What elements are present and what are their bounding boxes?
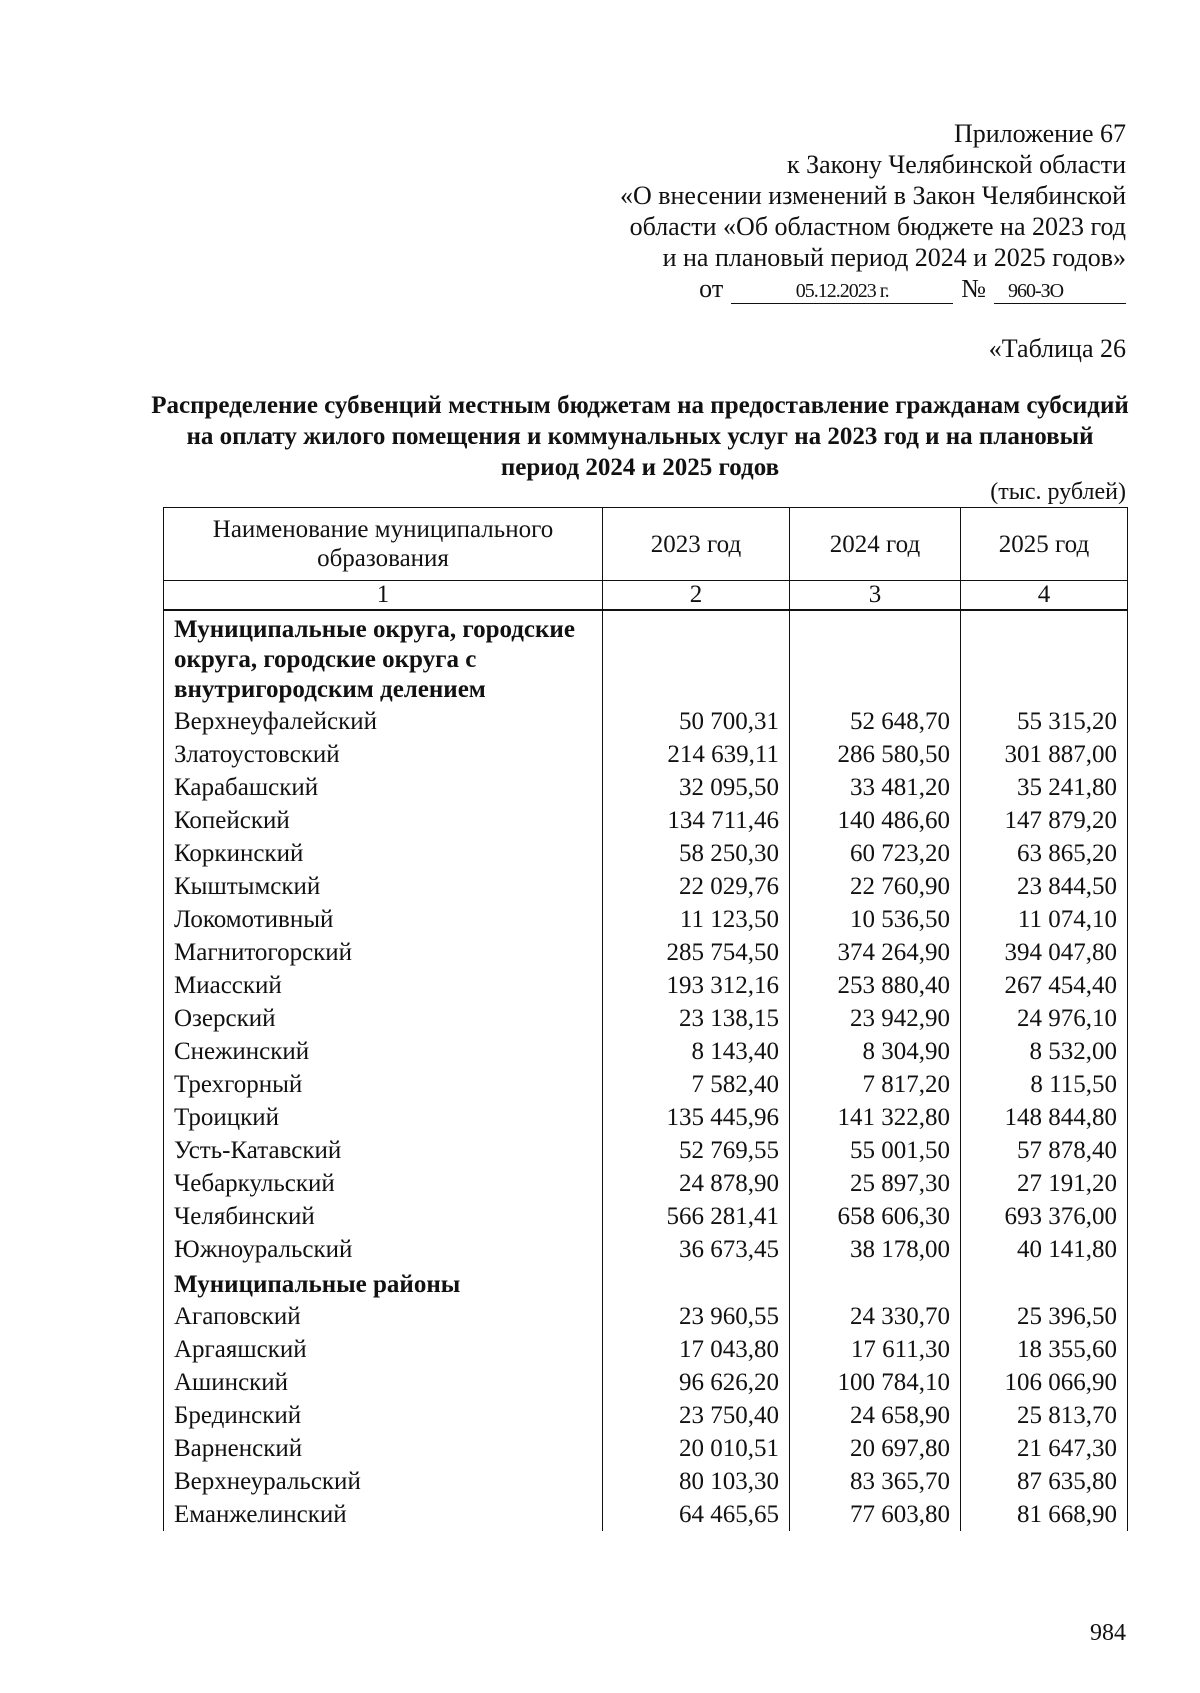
- from-label: от: [699, 274, 724, 303]
- value-2023: 23 750,40: [603, 1399, 790, 1432]
- municipality-name: Верхнеуфалейский: [164, 705, 603, 738]
- table-row: [164, 1002, 1128, 1035]
- appendix-line: к Закону Челябинской области: [786, 150, 1126, 179]
- table-row: [164, 837, 1128, 870]
- table-row: [164, 705, 1128, 738]
- table-row: [164, 771, 1128, 804]
- table-row: [164, 1233, 1128, 1266]
- municipality-name: Агаповский: [164, 1300, 603, 1333]
- table-row: [164, 870, 1128, 903]
- municipality-name: Ашинский: [164, 1366, 603, 1399]
- table-row: [164, 1333, 1128, 1366]
- value-2025: 27 191,20: [961, 1167, 1128, 1200]
- value-2024: 60 723,20: [790, 837, 961, 870]
- table-row: [164, 1200, 1128, 1233]
- value-2024: 24 658,90: [790, 1399, 961, 1432]
- value-2025: 87 635,80: [961, 1465, 1128, 1498]
- table-row: [164, 903, 1128, 936]
- value-2023: 566 281,41: [603, 1200, 790, 1233]
- column-header-2025: 2025 год: [961, 508, 1128, 581]
- value-2024: 77 603,80: [790, 1498, 961, 1531]
- table-row: [164, 1134, 1128, 1167]
- table-row: [164, 1068, 1128, 1101]
- value-2024: 141 322,80: [790, 1101, 961, 1134]
- column-number: 1: [164, 581, 603, 611]
- municipality-name: Верхнеуральский: [164, 1465, 603, 1498]
- law-date-number-line: [620, 273, 1126, 304]
- empty-cell: [961, 610, 1128, 705]
- value-2025: 693 376,00: [961, 1200, 1128, 1233]
- value-2025: 40 141,80: [961, 1233, 1128, 1266]
- value-2023: 135 445,96: [603, 1101, 790, 1134]
- value-2023: 23 960,55: [603, 1300, 790, 1333]
- subvention-table: [163, 507, 1128, 1531]
- value-2025: 301 887,00: [961, 738, 1128, 771]
- section-title: Муниципальные округа, городские округа, городские округа с внутригородским делением: [164, 610, 603, 705]
- municipality-name: Чебаркульский: [164, 1167, 603, 1200]
- value-2023: 23 138,15: [603, 1002, 790, 1035]
- value-2023: 22 029,76: [603, 870, 790, 903]
- value-2024: 38 178,00: [790, 1233, 961, 1266]
- value-2024: 100 784,10: [790, 1366, 961, 1399]
- value-2023: 193 312,16: [603, 969, 790, 1002]
- value-2025: 25 813,70: [961, 1399, 1128, 1432]
- municipality-name: Магнитогорский: [164, 936, 603, 969]
- value-2025: 35 241,80: [961, 771, 1128, 804]
- municipality-name: Копейский: [164, 804, 603, 837]
- municipality-name: Усть-Катавский: [164, 1134, 603, 1167]
- column-header-2023: 2023 год: [603, 508, 790, 581]
- value-2025: 8 532,00: [961, 1035, 1128, 1068]
- empty-cell: [790, 1266, 961, 1300]
- value-2023: 20 010,51: [603, 1432, 790, 1465]
- municipality-name: Миасский: [164, 969, 603, 1002]
- table-row: [164, 936, 1128, 969]
- table-row: [164, 1432, 1128, 1465]
- value-2025: 18 355,60: [961, 1333, 1128, 1366]
- value-2023: 7 582,40: [603, 1068, 790, 1101]
- column-header-name: Наименование муниципального образования: [164, 508, 603, 581]
- value-2023: 80 103,30: [603, 1465, 790, 1498]
- value-2024: 25 897,30: [790, 1167, 961, 1200]
- appendix-line: и на плановый период 2024 и 2025 годов»: [662, 243, 1126, 272]
- section-header-row: [164, 610, 1128, 705]
- table-row: [164, 738, 1128, 771]
- value-2024: 83 365,70: [790, 1465, 961, 1498]
- municipality-name: Челябинский: [164, 1200, 603, 1233]
- value-2025: 8 115,50: [961, 1068, 1128, 1101]
- table-row: [164, 1498, 1128, 1531]
- column-number-row: [164, 581, 1128, 611]
- number-label: №: [961, 274, 986, 303]
- municipality-name: Брединский: [164, 1399, 603, 1432]
- law-date: 05.12.2023 г.: [731, 279, 953, 304]
- municipality-name: Трехгорный: [164, 1068, 603, 1101]
- value-2024: 7 817,20: [790, 1068, 961, 1101]
- table-row: [164, 1465, 1128, 1498]
- municipality-name: Озерский: [164, 1002, 603, 1035]
- municipality-name: Варненский: [164, 1432, 603, 1465]
- value-2025: 23 844,50: [961, 870, 1128, 903]
- table-row: [164, 804, 1128, 837]
- value-2024: 658 606,30: [790, 1200, 961, 1233]
- value-2024: 17 611,30: [790, 1333, 961, 1366]
- page-number: 984: [1090, 1620, 1126, 1646]
- appendix-line: области «Об областном бюджете на 2023 год: [629, 212, 1126, 241]
- value-2024: 8 304,90: [790, 1035, 961, 1068]
- column-number: 3: [790, 581, 961, 611]
- municipality-name: Кыштымский: [164, 870, 603, 903]
- municipality-name: Троицкий: [164, 1101, 603, 1134]
- value-2023: 96 626,20: [603, 1366, 790, 1399]
- value-2024: 24 330,70: [790, 1300, 961, 1333]
- value-2023: 134 711,46: [603, 804, 790, 837]
- section-header-row: [164, 1266, 1128, 1300]
- table-row: [164, 1035, 1128, 1068]
- value-2025: 21 647,30: [961, 1432, 1128, 1465]
- value-2024: 22 760,90: [790, 870, 961, 903]
- value-2025: 63 865,20: [961, 837, 1128, 870]
- municipality-name: Коркинский: [164, 837, 603, 870]
- empty-cell: [790, 610, 961, 705]
- value-2024: 253 880,40: [790, 969, 961, 1002]
- value-2025: 81 668,90: [961, 1498, 1128, 1531]
- value-2024: 374 264,90: [790, 936, 961, 969]
- value-2024: 10 536,50: [790, 903, 961, 936]
- value-2023: 52 769,55: [603, 1134, 790, 1167]
- value-2023: 58 250,30: [603, 837, 790, 870]
- column-number: 4: [961, 581, 1128, 611]
- column-number: 2: [603, 581, 790, 611]
- value-2023: 50 700,31: [603, 705, 790, 738]
- section-title: Муниципальные районы: [164, 1266, 603, 1300]
- value-2023: 24 878,90: [603, 1167, 790, 1200]
- value-2023: 8 143,40: [603, 1035, 790, 1068]
- value-2025: 24 976,10: [961, 1002, 1128, 1035]
- table-body: [164, 610, 1128, 1531]
- table-row: [164, 1366, 1128, 1399]
- value-2023: 214 639,11: [603, 738, 790, 771]
- value-2025: 148 844,80: [961, 1101, 1128, 1134]
- value-2024: 33 481,20: [790, 771, 961, 804]
- value-2024: 55 001,50: [790, 1134, 961, 1167]
- value-2023: 11 123,50: [603, 903, 790, 936]
- value-2024: 286 580,50: [790, 738, 961, 771]
- value-2025: 147 879,20: [961, 804, 1128, 837]
- appendix-line: «О внесении изменений в Закон Челябинской: [619, 181, 1126, 210]
- value-2024: 23 942,90: [790, 1002, 961, 1035]
- law-number: 960-ЗО: [994, 279, 1126, 304]
- table-row: [164, 1399, 1128, 1432]
- value-2025: 25 396,50: [961, 1300, 1128, 1333]
- table-row: [164, 1300, 1128, 1333]
- value-2025: 267 454,40: [961, 969, 1128, 1002]
- value-2023: 32 095,50: [603, 771, 790, 804]
- municipality-name: Аргаяшский: [164, 1333, 603, 1366]
- value-2025: 11 074,10: [961, 903, 1128, 936]
- municipality-name: Локомотивный: [164, 903, 603, 936]
- value-2023: 64 465,65: [603, 1498, 790, 1531]
- value-2025: 106 066,90: [961, 1366, 1128, 1399]
- document-title: Распределение субвенций местным бюджетам на предоставление гражданам субсидий на оплату жилого помещения и коммунальных услуг на 2023 год и на плановый период 2024 и 2025 годов: [151, 392, 1129, 481]
- column-header-2024: 2024 год: [790, 508, 961, 581]
- units-label: (тыс. рублей): [990, 479, 1126, 505]
- table-label: «Таблица 26: [988, 334, 1126, 363]
- appendix-header: [620, 118, 1126, 304]
- municipality-name: Южноуральский: [164, 1233, 603, 1266]
- municipality-name: Златоустовский: [164, 738, 603, 771]
- table-row: [164, 1167, 1128, 1200]
- value-2025: 394 047,80: [961, 936, 1128, 969]
- municipality-name: Снежинский: [164, 1035, 603, 1068]
- value-2025: 57 878,40: [961, 1134, 1128, 1167]
- empty-cell: [603, 610, 790, 705]
- value-2024: 20 697,80: [790, 1432, 961, 1465]
- value-2024: 52 648,70: [790, 705, 961, 738]
- appendix-line: Приложение 67: [953, 119, 1126, 148]
- value-2025: 55 315,20: [961, 705, 1128, 738]
- municipality-name: Еманжелинский: [164, 1498, 603, 1531]
- empty-cell: [961, 1266, 1128, 1300]
- table-row: [164, 969, 1128, 1002]
- value-2023: 285 754,50: [603, 936, 790, 969]
- value-2024: 140 486,60: [790, 804, 961, 837]
- table-header-row: [164, 508, 1128, 581]
- table-row: [164, 1101, 1128, 1134]
- value-2023: 17 043,80: [603, 1333, 790, 1366]
- value-2023: 36 673,45: [603, 1233, 790, 1266]
- municipality-name: Карабашский: [164, 771, 603, 804]
- empty-cell: [603, 1266, 790, 1300]
